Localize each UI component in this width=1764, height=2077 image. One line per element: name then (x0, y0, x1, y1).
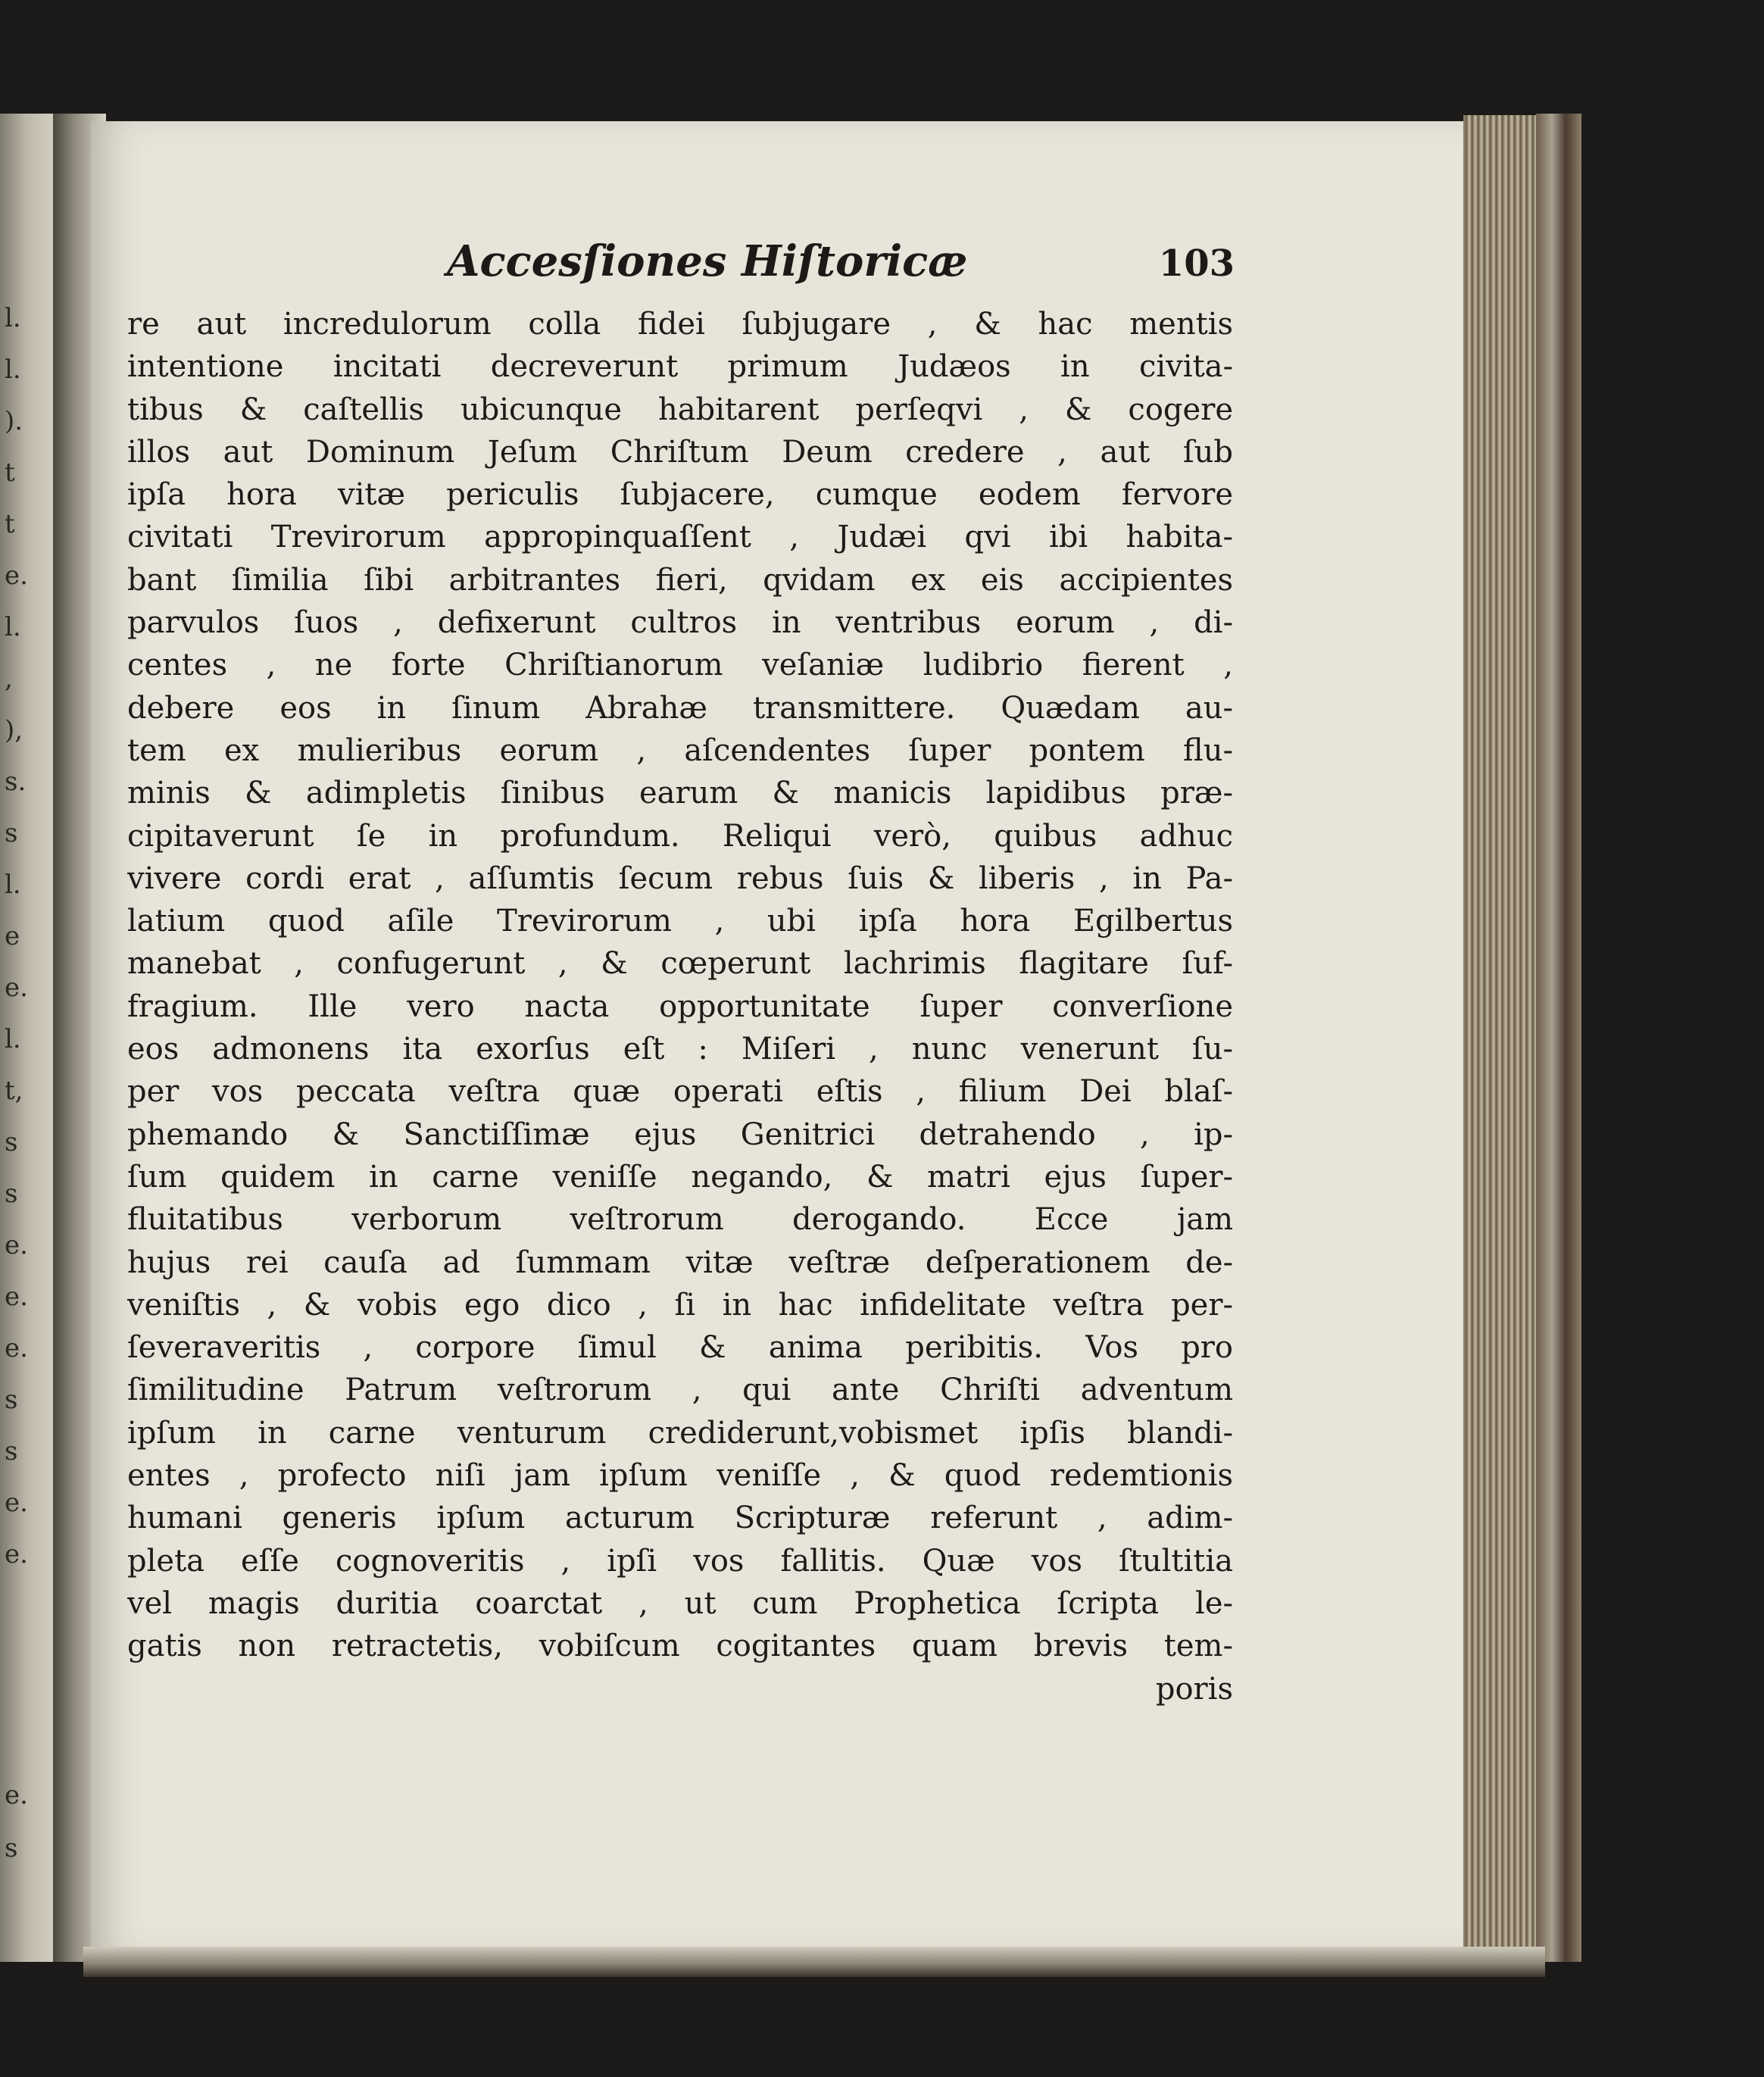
margin-fragment: s (5, 1436, 18, 1466)
margin-fragment: ), (5, 715, 23, 745)
margin-fragment: e. (5, 1282, 28, 1312)
margin-fragment: t (5, 458, 15, 488)
page-fore-edge (1463, 115, 1540, 1963)
text-line: ipſum in carne venturum crediderunt,vobismet ipſis blandi- (127, 1415, 1233, 1451)
text-line: per vos peccata veſtra quæ operati eſtis , filium Dei blaſ- (127, 1074, 1233, 1110)
margin-fragment: e. (5, 1333, 28, 1363)
margin-fragment: e. (5, 1780, 28, 1810)
margin-fragment: e. (5, 1488, 28, 1518)
margin-fragment: e (5, 921, 20, 951)
margin-fragment: s (5, 1833, 18, 1863)
margin-fragment: t, (5, 1076, 23, 1106)
margin-fragment: e. (5, 561, 28, 591)
margin-fragment: e. (5, 1230, 28, 1260)
text-line: humani generis ipſum acturum Scripturæ referunt , adim- (127, 1501, 1233, 1536)
margin-fragment: l. (5, 303, 21, 333)
text-line: ſimilitudine Patrum veſtrorum , qui ante Chriſti adventum (127, 1373, 1233, 1408)
page-number: 103 (1158, 242, 1235, 285)
margin-fragment: s (5, 1385, 18, 1415)
margin-fragment: l. (5, 1024, 21, 1054)
text-line: ipſa hora vitæ periculis ſubjacere, cumque eodem fervore (127, 477, 1233, 513)
text-line: fragium. Ille vero nacta opportunitate ſuper converſione (127, 989, 1233, 1024)
text-line: eos admonens ita exorſus eſt : Miſeri , nunc venerunt ſu- (127, 1032, 1233, 1067)
previous-page-edge (0, 114, 59, 1962)
page-header (447, 236, 1235, 297)
margin-fragment: l. (5, 612, 21, 642)
margin-fragment: s (5, 1179, 18, 1209)
text-line: debere eos in ſinum Abrahæ transmittere. Quædam au- (127, 690, 1233, 726)
text-line: ſeveraveritis , corpore ſimul & anima peribitis. Vos pro (127, 1330, 1233, 1366)
text-line: illos aut Dominum Jeſum Chriſtum Deum credere , aut ſub (127, 434, 1233, 470)
margin-fragment: l. (5, 870, 21, 900)
margin-fragment: s (5, 1127, 18, 1157)
margin-fragment: ). (5, 406, 23, 436)
text-line: ſum quidem in carne veniſſe negando, & matri ejus ſuper- (127, 1159, 1233, 1195)
text-line: parvulos ſuos , defixerunt cultros in ventribus eorum , di- (127, 605, 1233, 641)
text-line: minis & adimpletis ſinibus earum & manicis lapidibus præ- (127, 776, 1233, 811)
text-line: gatis non retractetis, vobiſcum cogitantes quam brevis tem- (127, 1629, 1233, 1664)
body-text (127, 303, 1233, 1710)
text-line: tibus & caſtellis ubicunque habitarent perſeqvi , & cogere (127, 392, 1233, 427)
text-line: vel magis duritia coarctat , ut cum Prophetica ſcripta le- (127, 1585, 1233, 1621)
text-line: centes , ne forte Chriſtianorum veſaniæ ludibrio fierent , (127, 648, 1233, 683)
text-line: latium quod aſile Trevirorum , ubi ipſa hora Egilbertus (127, 904, 1233, 939)
book-cover-edge (1536, 114, 1581, 1962)
margin-fragment: e. (5, 1539, 28, 1569)
text-line: pleta eſſe cognoveritis , ipſi vos fallitis. Quæ vos ſtultitia (127, 1543, 1233, 1579)
text-line: re aut incredulorum colla fidei ſubjugare , & hac mentis (127, 307, 1233, 342)
text-line: hujus rei cauſa ad ſummam vitæ veſtræ deſperationem de- (127, 1245, 1233, 1280)
running-title: Accesſiones Hiſtoricæ (447, 236, 968, 286)
margin-fragment: l. (5, 354, 21, 385)
margin-fragment: , (5, 664, 13, 694)
text-line: vivere cordi erat , aſſumtis ſecum rebus ſuis & liberis , in Pa- (127, 860, 1233, 896)
margin-fragment: e. (5, 973, 28, 1003)
catchword: poris (1155, 1671, 1233, 1707)
page-bottom-edge (83, 1947, 1545, 1977)
margin-fragment: s (5, 818, 18, 848)
text-line: bant ſimilia ſibi arbitrantes fieri, qvidam ex eis accipientes (127, 562, 1233, 598)
text-line: intentione incitati decreverunt primum Judæos in civita- (127, 349, 1233, 385)
text-line: entes , profecto niſi jam ipſum veniſſe , & quod redemtionis (127, 1458, 1233, 1494)
margin-fragment: t (5, 509, 15, 539)
text-line: cipitaverunt ſe in profundum. Reliqui verò, quibus adhuc (127, 818, 1233, 854)
text-line: fluitatibus verborum veſtrorum derogando. Ecce jam (127, 1202, 1233, 1238)
text-line: veniſtis , & vobis ego dico , ſi in hac infidelitate veſtra per- (127, 1287, 1233, 1323)
text-line: manebat , confugerunt , & cœperunt lachrimis flagitare ſuf- (127, 946, 1233, 982)
margin-fragment: s. (5, 767, 27, 797)
text-line: tem ex mulieribus eorum , aſcendentes ſuper pontem flu- (127, 732, 1233, 768)
text-line: phemando & Sanctiſſimæ ejus Genitrici detrahendo , ip- (127, 1117, 1233, 1152)
text-line: civitati Trevirorum appropinquaſſent , Judæi qvi ibi habita- (127, 520, 1233, 555)
